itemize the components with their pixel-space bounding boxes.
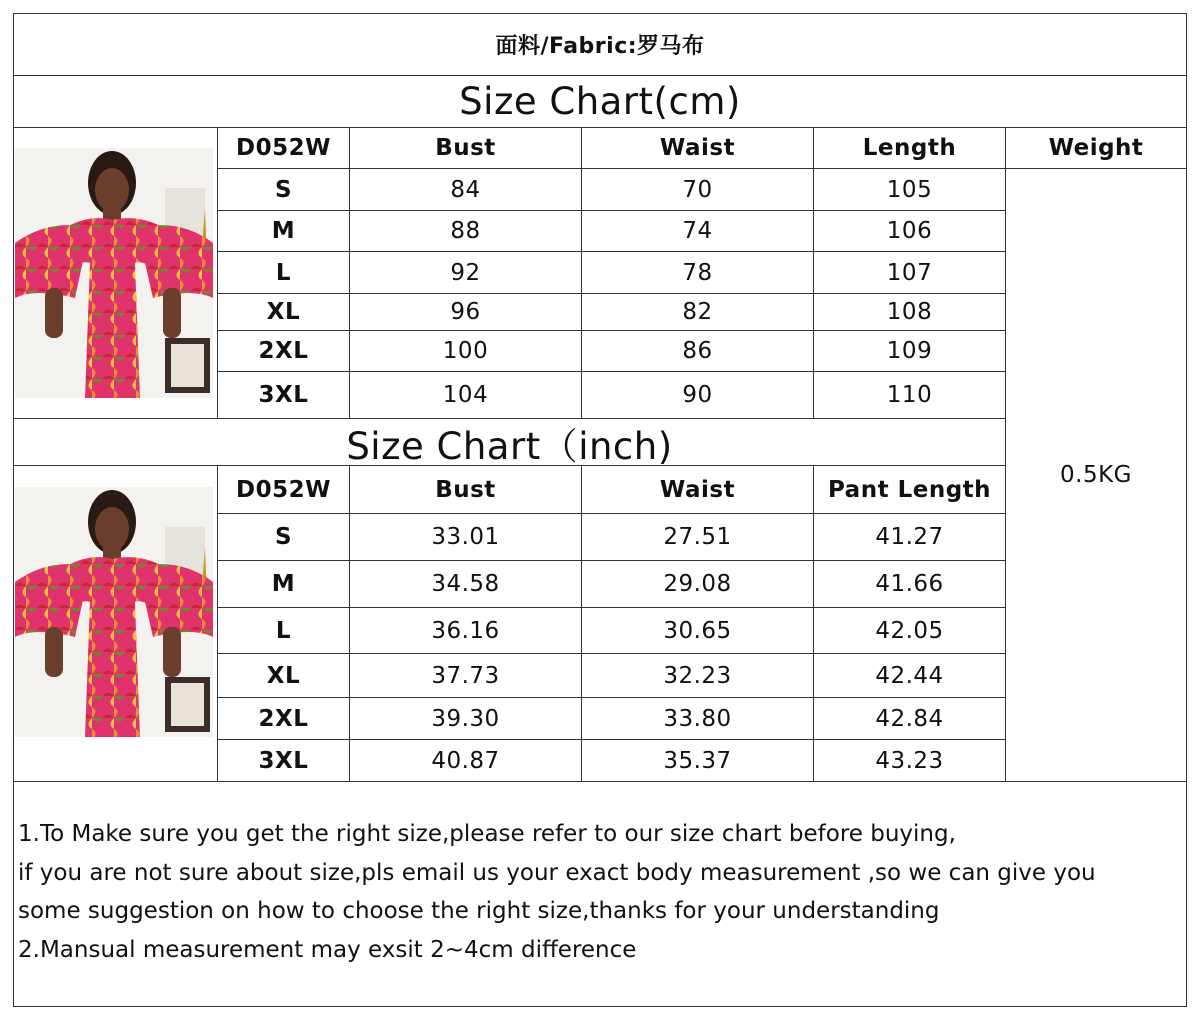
cm-row-length: 110 — [886, 382, 933, 408]
inch-row-size: L — [275, 617, 292, 644]
inch-row-bust: 39.30 — [431, 705, 500, 732]
note-line: 2.Mansual measurement may exsit 2~4cm difference — [18, 936, 637, 963]
cm-chart-title: Size Chart(cm) — [459, 80, 741, 123]
inch-row-bust: 36.16 — [431, 617, 500, 644]
cm-row-bust: 88 — [450, 218, 481, 244]
cm-header-weight: Weight — [1048, 135, 1144, 161]
cm-row-size: S — [274, 177, 293, 203]
inch-row-bust: 37.73 — [431, 662, 500, 689]
inch-header-model: D052W — [236, 476, 331, 503]
note-line: some suggestion on how to choose the right size,thanks for your understanding — [18, 898, 940, 924]
inch-row-waist: 33.80 — [663, 705, 732, 732]
cm-row-waist: 78 — [682, 259, 713, 286]
cm-row-length: 109 — [886, 338, 933, 364]
inch-row-size: 3XL — [258, 747, 309, 774]
inch-header-pant-length: Pant Length — [827, 476, 992, 503]
cm-row-waist: 90 — [682, 382, 713, 408]
cm-row-size: M — [271, 218, 296, 244]
cm-row-length: 107 — [886, 259, 933, 286]
inch-row-length: 42.05 — [875, 617, 944, 644]
cm-row-waist: 70 — [682, 177, 713, 203]
cm-header-length: Length — [862, 135, 957, 161]
cm-header-model: D052W — [236, 135, 331, 161]
cm-header-bust: Bust — [435, 135, 496, 161]
inch-row-bust: 34.58 — [431, 571, 500, 597]
cm-row-bust: 104 — [442, 382, 489, 408]
fabric-label: 面料/Fabric:罗马布 — [495, 34, 705, 59]
note-line: 1.To Make sure you get the right size,please refer to our size chart before buying, — [18, 821, 956, 847]
cm-row-waist: 82 — [682, 299, 713, 325]
inch-header-waist: Waist — [659, 476, 736, 503]
inch-row-length: 41.27 — [875, 524, 944, 550]
dress-model-illustration — [15, 487, 213, 737]
inch-row-bust: 33.01 — [431, 524, 500, 550]
cm-row-waist: 74 — [682, 218, 713, 244]
cm-row-size: XL — [266, 299, 301, 325]
cm-row-length: 106 — [886, 218, 933, 244]
size-notes — [18, 815, 1178, 969]
inch-row-size: XL — [266, 662, 301, 689]
inch-row-bust: 40.87 — [431, 747, 500, 774]
cm-row-length: 108 — [886, 299, 933, 325]
cm-row-size: 2XL — [258, 338, 309, 364]
note-line: if you are not sure about size,pls email us your exact body measurement ,so we can give you — [18, 859, 1096, 886]
inch-row-size: S — [274, 524, 293, 550]
cm-row-bust: 100 — [442, 338, 489, 364]
inch-row-size: 2XL — [258, 705, 309, 732]
inch-row-waist: 35.37 — [663, 747, 732, 774]
inch-row-waist: 30.65 — [663, 617, 732, 644]
inch-row-size: M — [271, 571, 296, 597]
cm-header-waist: Waist — [659, 135, 736, 161]
product-photo-inch — [15, 487, 213, 737]
cm-row-bust: 92 — [450, 259, 481, 286]
inch-row-waist: 29.08 — [663, 571, 732, 597]
cm-row-bust: 84 — [450, 177, 481, 203]
inch-row-length: 42.44 — [875, 662, 944, 689]
cm-row-bust: 96 — [450, 299, 481, 325]
cm-row-size: 3XL — [258, 382, 309, 408]
inch-row-waist: 32.23 — [663, 662, 732, 689]
inch-row-length: 41.66 — [875, 571, 944, 597]
inch-chart-title: Size Chart（inch) — [346, 424, 673, 468]
product-photo-cm — [15, 148, 213, 398]
inch-row-length: 42.84 — [875, 705, 944, 732]
inch-row-waist: 27.51 — [663, 524, 732, 550]
cm-row-size: L — [275, 259, 292, 286]
dress-model-illustration — [15, 148, 213, 398]
weight-value: 0.5KG — [1060, 462, 1132, 488]
inch-row-length: 43.23 — [875, 747, 944, 774]
cm-row-length: 105 — [886, 177, 933, 203]
cm-row-waist: 86 — [682, 338, 713, 364]
inch-header-bust: Bust — [435, 476, 496, 503]
